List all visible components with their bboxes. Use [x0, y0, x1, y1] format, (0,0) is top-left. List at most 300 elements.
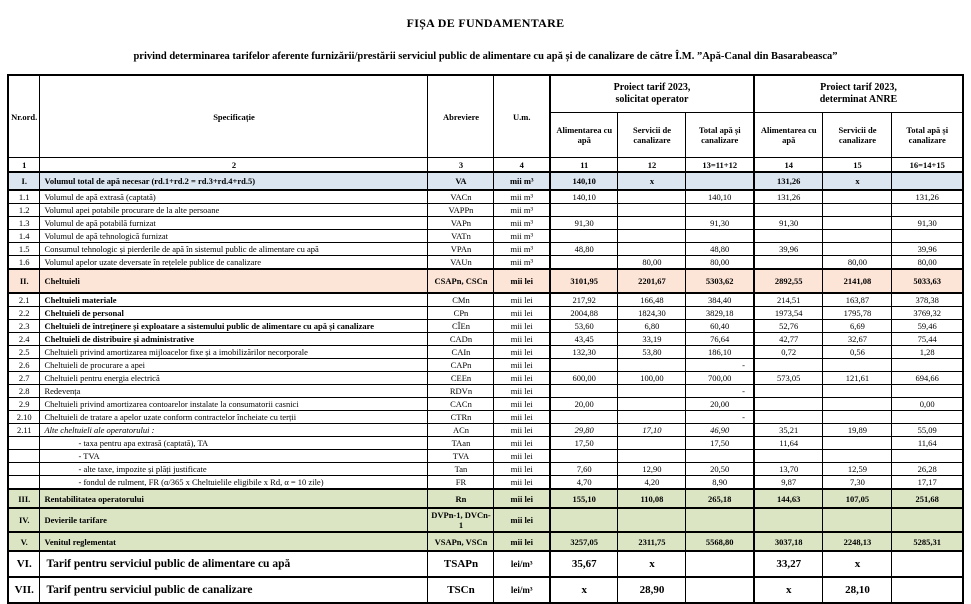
- abbreviation-cell: TAan: [428, 437, 494, 450]
- value-cell: [892, 577, 963, 603]
- specification-cell: - TVA: [40, 450, 428, 463]
- value-cell: 2311,75: [618, 532, 686, 551]
- abbreviation-cell: CAIn: [428, 346, 494, 359]
- table-row: [8, 532, 963, 551]
- group-header-line2: solicitat operator: [615, 94, 689, 105]
- value-cell: 53,60: [550, 320, 618, 333]
- value-cell: 131,26: [754, 190, 823, 204]
- value-cell: [892, 204, 963, 217]
- value-cell: 4,70: [550, 476, 618, 490]
- value-cell: 140,10: [550, 172, 618, 190]
- abbreviation-cell: TSCn: [428, 577, 494, 603]
- value-cell: 2201,67: [618, 269, 686, 293]
- table-row: [8, 230, 963, 243]
- value-cell: 3257,05: [550, 532, 618, 551]
- specification-cell: Consumul tehnologic și pierderile de apă în sistemul public de alimentare cu apă: [40, 243, 428, 256]
- specification-cell: Cheltuieli: [40, 269, 428, 293]
- value-cell: 53,80: [618, 346, 686, 359]
- unit-cell: mii m³: [494, 230, 550, 243]
- row-number-cell: VII.: [8, 577, 40, 603]
- value-cell: 3037,18: [754, 532, 823, 551]
- unit-cell: mii m³: [494, 243, 550, 256]
- value-cell: [618, 398, 686, 411]
- value-cell: 2892,55: [754, 269, 823, 293]
- specification-cell: Rentabilitatea operatorului: [40, 489, 428, 508]
- abbreviation-cell: FR: [428, 476, 494, 490]
- value-cell: [618, 243, 686, 256]
- value-cell: 2248,13: [823, 532, 892, 551]
- value-cell: 91,30: [686, 217, 754, 230]
- value-cell: [892, 172, 963, 190]
- row-number-cell: 1.3: [8, 217, 40, 230]
- table-row: [8, 551, 963, 577]
- specification-cell: Alte cheltuieli ale operatorului :: [40, 424, 428, 437]
- row-number-cell: 1.1: [8, 190, 40, 204]
- specification-cell: Cheltuieli privind amortizarea mijloacelor fixe și a imobilizărilor necorporale: [40, 346, 428, 359]
- unit-cell: mii lei: [494, 372, 550, 385]
- value-cell: 1795,78: [823, 307, 892, 320]
- unit-cell: mii lei: [494, 476, 550, 490]
- unit-cell: mii lei: [494, 320, 550, 333]
- value-cell: [754, 508, 823, 532]
- row-number-cell: [8, 450, 40, 463]
- unit-cell: mii m³: [494, 256, 550, 270]
- value-cell: 2004,88: [550, 307, 618, 320]
- value-cell: 76,64: [686, 333, 754, 346]
- value-cell: 166,48: [618, 293, 686, 307]
- value-cell: 7,60: [550, 463, 618, 476]
- value-cell: 17,50: [550, 437, 618, 450]
- unit-cell: mii lei: [494, 346, 550, 359]
- value-cell: 55,09: [892, 424, 963, 437]
- value-cell: 7,30: [823, 476, 892, 490]
- specification-cell: Volumul de apă extrasă (captată): [40, 190, 428, 204]
- value-cell: [550, 256, 618, 270]
- value-cell: 4,20: [618, 476, 686, 490]
- value-cell: 33,27: [754, 551, 823, 577]
- specification-cell: Tarif pentru serviciul public de alimentare cu apă: [40, 551, 428, 577]
- value-cell: 91,30: [754, 217, 823, 230]
- specification-cell: Cheltuieli de distribuire și administrative: [40, 333, 428, 346]
- value-cell: 60,40: [686, 320, 754, 333]
- table-row: [8, 411, 963, 424]
- unit-cell: mii lei: [494, 359, 550, 372]
- row-number-cell: 2.6: [8, 359, 40, 372]
- value-cell: 140,10: [550, 190, 618, 204]
- row-number-cell: 2.3: [8, 320, 40, 333]
- col-header-specificatie: Specificație: [40, 75, 428, 158]
- subcol-header-total: Total apă și canalizare: [892, 113, 963, 158]
- abbreviation-cell: CPn: [428, 307, 494, 320]
- abbreviation-cell: Rn: [428, 489, 494, 508]
- value-cell: 0,00: [892, 398, 963, 411]
- value-cell: 132,30: [550, 346, 618, 359]
- value-cell: 0,56: [823, 346, 892, 359]
- row-number-cell: VI.: [8, 551, 40, 577]
- table-row: [8, 577, 963, 603]
- value-cell: [686, 577, 754, 603]
- specification-cell: Volumul de apă tehnologică furnizat: [40, 230, 428, 243]
- value-cell: [823, 243, 892, 256]
- value-cell: 26,28: [892, 463, 963, 476]
- unit-cell: mii lei: [494, 489, 550, 508]
- value-cell: 80,00: [892, 256, 963, 270]
- unit-cell: mii lei: [494, 450, 550, 463]
- value-cell: 20,50: [686, 463, 754, 476]
- value-cell: [618, 508, 686, 532]
- value-cell: 33,19: [618, 333, 686, 346]
- unit-cell: mii lei: [494, 411, 550, 424]
- value-cell: 28,90: [618, 577, 686, 603]
- value-cell: 20,00: [686, 398, 754, 411]
- value-cell: [618, 359, 686, 372]
- value-cell: [550, 508, 618, 532]
- value-cell: [892, 411, 963, 424]
- specification-cell: - alte taxe, impozite și plăți justificate: [40, 463, 428, 476]
- row-number-cell: 2.2: [8, 307, 40, 320]
- table-row: [8, 269, 963, 293]
- specification-cell: Cheltuieli de procurare a apei: [40, 359, 428, 372]
- row-number-cell: 2.7: [8, 372, 40, 385]
- document-table: [7, 74, 964, 604]
- table-header: [8, 75, 963, 172]
- value-cell: 9,87: [754, 476, 823, 490]
- value-cell: [618, 204, 686, 217]
- value-cell: x: [754, 577, 823, 603]
- row-number-cell: 2.1: [8, 293, 40, 307]
- value-cell: 186,10: [686, 346, 754, 359]
- group-header-line1: Proiect tarif 2023,: [613, 82, 691, 93]
- abbreviation-cell: CADn: [428, 333, 494, 346]
- value-cell: -: [686, 359, 754, 372]
- table-row: [8, 450, 963, 463]
- table-row: [8, 385, 963, 398]
- abbreviation-cell: VA: [428, 172, 494, 190]
- value-cell: x: [823, 551, 892, 577]
- value-cell: [686, 450, 754, 463]
- colnum-header: 14: [754, 158, 823, 173]
- value-cell: [823, 437, 892, 450]
- value-cell: [618, 230, 686, 243]
- value-cell: 91,30: [892, 217, 963, 230]
- value-cell: 80,00: [618, 256, 686, 270]
- unit-cell: mii lei: [494, 333, 550, 346]
- value-cell: [550, 359, 618, 372]
- value-cell: 694,66: [892, 372, 963, 385]
- table-row: [8, 359, 963, 372]
- abbreviation-cell: RDVn: [428, 385, 494, 398]
- value-cell: 17,17: [892, 476, 963, 490]
- value-cell: x: [618, 551, 686, 577]
- value-cell: 378,38: [892, 293, 963, 307]
- value-cell: x: [618, 172, 686, 190]
- value-cell: [823, 359, 892, 372]
- table-row: [8, 437, 963, 450]
- subcol-header-canalizare: Servicii de canalizare: [823, 113, 892, 158]
- value-cell: 6,80: [618, 320, 686, 333]
- value-cell: [550, 385, 618, 398]
- value-cell: [686, 230, 754, 243]
- row-number-cell: [8, 463, 40, 476]
- abbreviation-cell: CACn: [428, 398, 494, 411]
- table-row: [8, 372, 963, 385]
- value-cell: 35,21: [754, 424, 823, 437]
- colnum-header: 11: [550, 158, 618, 173]
- unit-cell: mii lei: [494, 307, 550, 320]
- abbreviation-cell: CÎEn: [428, 320, 494, 333]
- row-number-cell: III.: [8, 489, 40, 508]
- row-number-cell: I.: [8, 172, 40, 190]
- value-cell: 42,77: [754, 333, 823, 346]
- table-row: [8, 243, 963, 256]
- value-cell: 600,00: [550, 372, 618, 385]
- value-cell: 100,00: [618, 372, 686, 385]
- value-cell: 11,64: [754, 437, 823, 450]
- value-cell: 3829,18: [686, 307, 754, 320]
- table-row: [8, 463, 963, 476]
- table-row: [8, 217, 963, 230]
- table-row: [8, 489, 963, 508]
- value-cell: 1824,30: [618, 307, 686, 320]
- value-cell: 1973,54: [754, 307, 823, 320]
- abbreviation-cell: VACn: [428, 190, 494, 204]
- table-row: [8, 307, 963, 320]
- value-cell: 80,00: [823, 256, 892, 270]
- unit-cell: mii lei: [494, 293, 550, 307]
- table-row: [8, 172, 963, 190]
- subcol-header-apa: Alimentarea cu apă: [754, 113, 823, 158]
- value-cell: [892, 450, 963, 463]
- abbreviation-cell: CMn: [428, 293, 494, 307]
- value-cell: 12,59: [823, 463, 892, 476]
- col-header-abreviere: Abreviere: [428, 75, 494, 158]
- unit-cell: mii m³: [494, 190, 550, 204]
- specification-cell: - fondul de rulment, FR (α/365 x Cheltuielile eligibile x Rd, α = 10 zile): [40, 476, 428, 490]
- unit-cell: mii lei: [494, 463, 550, 476]
- value-cell: 0,72: [754, 346, 823, 359]
- value-cell: 91,30: [550, 217, 618, 230]
- abbreviation-cell: CEEn: [428, 372, 494, 385]
- value-cell: x: [550, 577, 618, 603]
- specification-cell: Cheltuieli privind amortizarea contoarelor instalate la consumatorii casnici: [40, 398, 428, 411]
- col-header-um: U.m.: [494, 75, 550, 158]
- specification-cell: Devierile tarifare: [40, 508, 428, 532]
- row-number-cell: IV.: [8, 508, 40, 532]
- value-cell: 214,51: [754, 293, 823, 307]
- value-cell: 48,80: [550, 243, 618, 256]
- abbreviation-cell: TSAPn: [428, 551, 494, 577]
- value-cell: [754, 385, 823, 398]
- table-row: [8, 333, 963, 346]
- value-cell: 17,10: [618, 424, 686, 437]
- value-cell: 6,69: [823, 320, 892, 333]
- value-cell: 39,96: [892, 243, 963, 256]
- value-cell: [892, 508, 963, 532]
- row-number-cell: 2.4: [8, 333, 40, 346]
- value-cell: [823, 190, 892, 204]
- colnum-header: 4: [494, 158, 550, 173]
- value-cell: [754, 359, 823, 372]
- specification-cell: Cheltuieli materiale: [40, 293, 428, 307]
- abbreviation-cell: VAPPn: [428, 204, 494, 217]
- value-cell: 5033,63: [892, 269, 963, 293]
- unit-cell: mii lei: [494, 269, 550, 293]
- value-cell: 384,40: [686, 293, 754, 307]
- value-cell: -: [686, 411, 754, 424]
- specification-cell: Volumul apei potabile procurare de la alte persoane: [40, 204, 428, 217]
- abbreviation-cell: VAPn: [428, 217, 494, 230]
- colnum-header: 1: [8, 158, 40, 173]
- table-row: [8, 476, 963, 490]
- value-cell: x: [823, 172, 892, 190]
- value-cell: 573,05: [754, 372, 823, 385]
- value-cell: [618, 437, 686, 450]
- value-cell: [754, 450, 823, 463]
- value-cell: 46,90: [686, 424, 754, 437]
- value-cell: 131,26: [754, 172, 823, 190]
- row-number-cell: II.: [8, 269, 40, 293]
- row-number-cell: [8, 437, 40, 450]
- value-cell: 8,90: [686, 476, 754, 490]
- value-cell: 35,67: [550, 551, 618, 577]
- abbreviation-cell: VSAPn, VSCn: [428, 532, 494, 551]
- unit-cell: mii lei: [494, 385, 550, 398]
- value-cell: [550, 450, 618, 463]
- unit-cell: lei/m³: [494, 577, 550, 603]
- value-cell: 28,10: [823, 577, 892, 603]
- value-cell: [686, 551, 754, 577]
- value-cell: [754, 204, 823, 217]
- value-cell: 5568,80: [686, 532, 754, 551]
- page-subtitle: privind determinarea tarifelor aferente furnizării/prestării serviciul public de alimentare cu apă și de canalizare de către Î.M. ”Apă-Canal din Basarabeasca”: [133, 51, 838, 62]
- value-cell: 2141,08: [823, 269, 892, 293]
- row-number-cell: [8, 476, 40, 490]
- value-cell: [754, 411, 823, 424]
- value-cell: 155,10: [550, 489, 618, 508]
- table-row: [8, 424, 963, 437]
- table-row: [8, 256, 963, 270]
- value-cell: 110,08: [618, 489, 686, 508]
- value-cell: [892, 359, 963, 372]
- value-cell: 107,05: [823, 489, 892, 508]
- group-header-determinat-anre: [754, 75, 963, 113]
- value-cell: [754, 256, 823, 270]
- abbreviation-cell: VATn: [428, 230, 494, 243]
- value-cell: 3769,32: [892, 307, 963, 320]
- unit-cell: mii lei: [494, 398, 550, 411]
- value-cell: [892, 385, 963, 398]
- value-cell: 217,92: [550, 293, 618, 307]
- unit-cell: mii lei: [494, 508, 550, 532]
- value-cell: [550, 204, 618, 217]
- value-cell: [823, 204, 892, 217]
- value-cell: [686, 172, 754, 190]
- value-cell: 1,28: [892, 346, 963, 359]
- row-number-cell: 1.4: [8, 230, 40, 243]
- value-cell: 52,76: [754, 320, 823, 333]
- colnum-header: 13=11+12: [686, 158, 754, 173]
- value-cell: 121,61: [823, 372, 892, 385]
- value-cell: [618, 385, 686, 398]
- table-row: [8, 293, 963, 307]
- value-cell: 39,96: [754, 243, 823, 256]
- subcol-header-canalizare: Servicii de canalizare: [618, 113, 686, 158]
- unit-cell: lei/m³: [494, 551, 550, 577]
- value-cell: [618, 450, 686, 463]
- subcol-header-apa: Alimentarea cu apă: [550, 113, 618, 158]
- value-cell: [550, 230, 618, 243]
- unit-cell: mii m³: [494, 217, 550, 230]
- unit-cell: mii lei: [494, 437, 550, 450]
- unit-cell: mii lei: [494, 424, 550, 437]
- table-row: [8, 190, 963, 204]
- value-cell: [618, 411, 686, 424]
- row-number-cell: 2.10: [8, 411, 40, 424]
- col-header-nr: Nr.ord.: [8, 75, 40, 158]
- row-number-cell: 1.6: [8, 256, 40, 270]
- page-title: FIȘA DE FUNDAMENTARE: [406, 16, 565, 30]
- value-cell: [754, 398, 823, 411]
- group-header-line2: determinat ANRE: [819, 94, 898, 105]
- specification-cell: Cheltuieli pentru energia electrică: [40, 372, 428, 385]
- table-row: [8, 346, 963, 359]
- value-cell: 59,46: [892, 320, 963, 333]
- value-cell: [618, 217, 686, 230]
- colnum-header: 3: [428, 158, 494, 173]
- value-cell: 48,80: [686, 243, 754, 256]
- value-cell: 32,67: [823, 333, 892, 346]
- value-cell: 20,00: [550, 398, 618, 411]
- specification-cell: Volumul total de apă necesar (rd.1+rd.2 = rd.3+rd.4+rd.5): [40, 172, 428, 190]
- row-number-cell: 2.11: [8, 424, 40, 437]
- value-cell: [550, 411, 618, 424]
- table-row: [8, 398, 963, 411]
- table-row: [8, 204, 963, 217]
- value-cell: [686, 204, 754, 217]
- abbreviation-cell: ACn: [428, 424, 494, 437]
- specification-cell: Cheltuieli de personal: [40, 307, 428, 320]
- group-header-solicitat-operator: [550, 75, 754, 113]
- value-cell: [823, 385, 892, 398]
- specification-cell: Tarif pentru serviciul public de canalizare: [40, 577, 428, 603]
- value-cell: [892, 230, 963, 243]
- colnum-header: 15: [823, 158, 892, 173]
- value-cell: 5303,62: [686, 269, 754, 293]
- colnum-header: 16=14+15: [892, 158, 963, 173]
- value-cell: 80,00: [686, 256, 754, 270]
- value-cell: [823, 230, 892, 243]
- value-cell: [823, 398, 892, 411]
- group-header-line1: Proiect tarif 2023,: [820, 82, 897, 93]
- value-cell: [823, 450, 892, 463]
- value-cell: 163,87: [823, 293, 892, 307]
- colnum-header: 12: [618, 158, 686, 173]
- specification-cell: - taxa pentru apa extrasă (captată), TA: [40, 437, 428, 450]
- subcol-header-total: Total apă și canalizare: [686, 113, 754, 158]
- abbreviation-cell: VAUn: [428, 256, 494, 270]
- table-row: [8, 320, 963, 333]
- table-row: [8, 508, 963, 532]
- value-cell: 11,64: [892, 437, 963, 450]
- abbreviation-cell: CAPn: [428, 359, 494, 372]
- value-cell: 43,45: [550, 333, 618, 346]
- value-cell: 700,00: [686, 372, 754, 385]
- value-cell: 19,89: [823, 424, 892, 437]
- table-body: [8, 172, 963, 603]
- specification-cell: Volumul de apă potabilă furnizat: [40, 217, 428, 230]
- abbreviation-cell: CTRn: [428, 411, 494, 424]
- row-number-cell: 1.2: [8, 204, 40, 217]
